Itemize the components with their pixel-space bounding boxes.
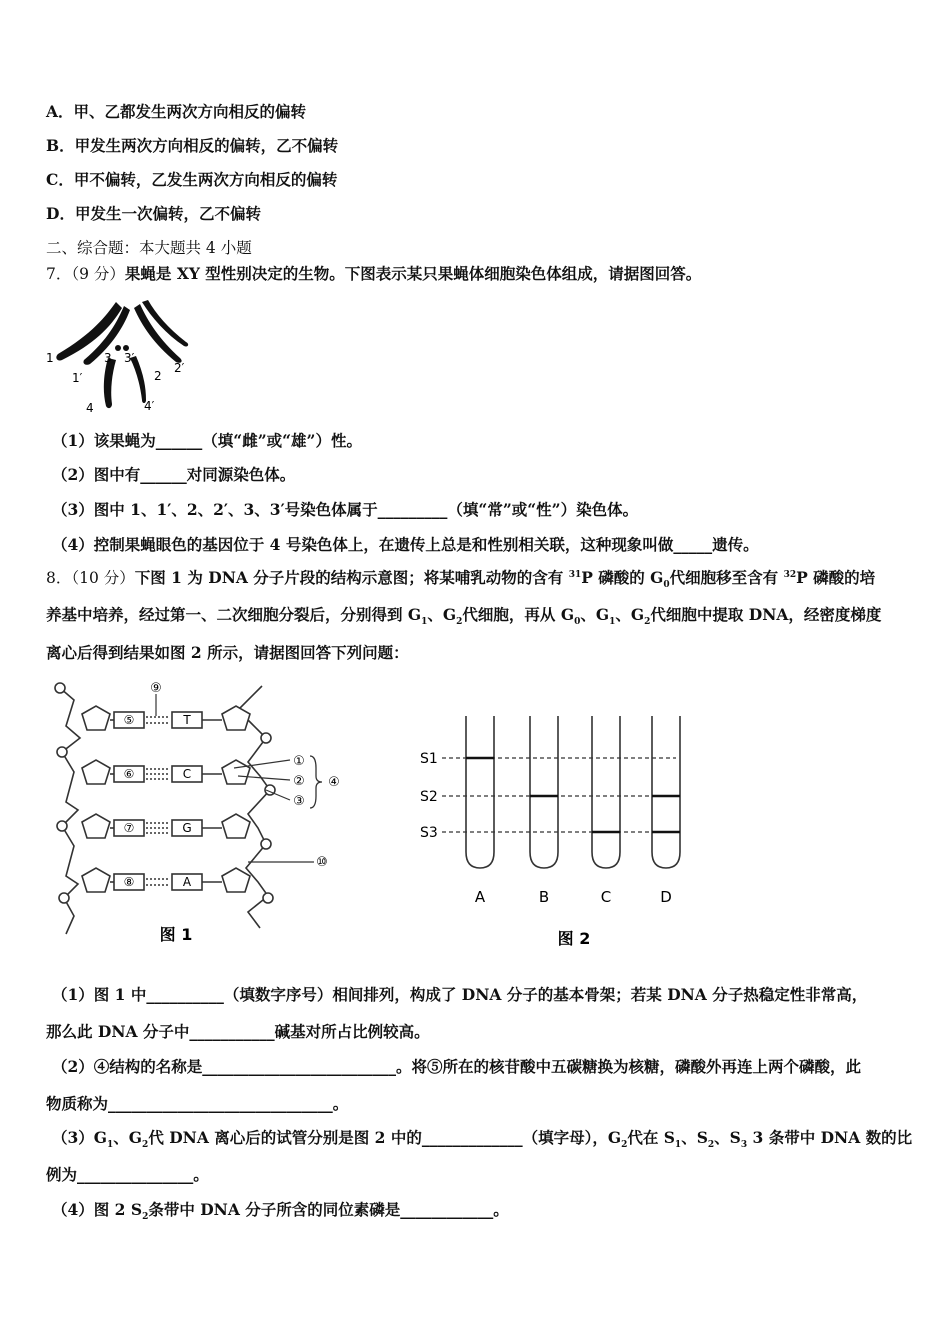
q8-sub3-b: 例为_______________。 <box>46 1165 209 1184</box>
q7-stem <box>46 264 701 284</box>
q8-l2s2: 2 <box>456 617 463 628</box>
label-1p: 1′ <box>72 371 83 385</box>
q8-sub0: 0 <box>663 580 670 591</box>
base-c: C <box>182 767 192 781</box>
q8-s4-a: （4）图 2 S <box>52 1200 143 1219</box>
q8-l2a: 养基中培养，经过第一、二次细胞分裂后，分别得到 G <box>46 605 422 624</box>
q8-s3-t7: 3 条带中 DNA 数的比 <box>747 1128 913 1147</box>
q8-l2b: 、G <box>427 605 457 624</box>
q8-sub4 <box>52 1200 509 1223</box>
section-title: 二、综合题：本大题共 4 小题 <box>46 239 252 257</box>
chromosome-figure <box>44 296 194 418</box>
q8-sup32: 32 <box>783 569 797 580</box>
fig2-caption: 图 2 <box>557 929 591 948</box>
chromosome-3 <box>115 345 121 351</box>
q8-l2s1: 1 <box>421 617 428 628</box>
tube-a: A <box>474 888 486 906</box>
q8-stem-line1 <box>46 568 876 591</box>
tube-b: B <box>538 888 550 906</box>
label-1: 1 <box>46 351 54 365</box>
q8-number: 8． <box>46 569 72 587</box>
q8-l2s0b: 0 <box>574 617 581 628</box>
q8-sub2-a: （2）④结构的名称是_________________________。将⑤所在的核苷酸中五碳糖换为核糖，磷酸外再连上两个磷酸，此 <box>52 1057 862 1076</box>
fig1-caption: 图 1 <box>159 925 193 944</box>
q8-s3-s2: 2 <box>142 1140 149 1151</box>
q8-stem-c: 代细胞移至含有 <box>669 568 784 587</box>
marker-1: ① <box>293 754 305 769</box>
marker-2: ② <box>293 774 305 789</box>
q7-score: （9 分） <box>71 265 125 283</box>
band-s3: S3 <box>420 825 438 841</box>
option-a: A．甲、乙都发生两次方向相反的偏转 <box>46 102 307 121</box>
q8-sub1-b: 那么此 DNA 分子中___________碱基对所占比例较高。 <box>46 1022 430 1041</box>
q8-l2s2b: 2 <box>644 617 651 628</box>
label-4p: 4′ <box>144 399 155 413</box>
q8-s3-t4: 代在 S <box>627 1128 675 1147</box>
q8-score: （10 分） <box>71 569 135 587</box>
q8-s3-t3: 代 DNA 离心后的试管分别是图 2 中的_____________（填字母），G <box>148 1128 622 1147</box>
q8-stem-line2 <box>46 605 882 628</box>
q8-s3-t2: 、G <box>113 1128 143 1147</box>
base-t: T <box>183 713 191 727</box>
q8-stem-line3: 离心后得到结果如图 2 所示，请据图回答下列问题： <box>46 643 409 662</box>
q7-sub4: （4）控制果蝇眼色的基因位于 4 号染色体上，在遗传上总是和性别相关联，这种现象叫做_____遗传。 <box>52 535 759 554</box>
option-d: D．甲发生一次偏转，乙不偏转 <box>46 204 261 223</box>
q8-l2s1b: 1 <box>609 617 616 628</box>
q8-sup31: 31 <box>568 569 582 580</box>
q8-sub3-a <box>52 1128 913 1151</box>
q8-l2c: 代细胞，再从 G <box>462 605 575 624</box>
band-s1: S1 <box>420 751 438 767</box>
q8-s3-s2b: 2 <box>621 1140 628 1151</box>
q8-stem-a: 下图 1 为 DNA 分子片段的结构示意图；将某哺乳动物的含有 <box>134 568 569 587</box>
marker-4: ④ <box>328 775 340 790</box>
q8-s4-s: 2 <box>142 1212 149 1223</box>
q8-stem-d: P 磷酸的培 <box>796 568 876 587</box>
base-6: ⑥ <box>123 767 135 781</box>
q8-sub2-b: 物质称为_____________________________。 <box>46 1094 349 1113</box>
q8-sub1-a: （1）图 1 中__________（填数字序号）相间排列，构成了 DNA 分子的基本骨架；若某 DNA 分子热稳定性非常高， <box>52 985 868 1004</box>
label-4: 4 <box>86 401 94 415</box>
q8-l2d: 、G <box>580 605 610 624</box>
dna-structure-figure <box>52 676 352 948</box>
q7-sub3: （3）图中 1、1′、2、2′、3、3′号染色体属于_________（填“常”或“性”）染色体。 <box>52 500 639 519</box>
marker-10: ⑩ <box>316 855 328 870</box>
q8-s3-b1: 1 <box>674 1140 682 1151</box>
q7-number: 7． <box>46 265 72 283</box>
q8-stem-b: P 磷酸的 G <box>581 568 664 587</box>
base-a: A <box>182 875 192 889</box>
tube-d: D <box>660 888 672 906</box>
label-2p: 2′ <box>174 361 185 375</box>
base-g: G <box>182 821 192 835</box>
q8-s3-t1: （3）G <box>52 1128 108 1147</box>
base-8: ⑧ <box>123 875 135 889</box>
base-5: ⑤ <box>123 713 135 727</box>
q8-l2e: 、G <box>615 605 645 624</box>
q8-l2f: 代细胞中提取 DNA，经密度梯度 <box>650 605 882 624</box>
label-2: 2 <box>154 369 162 383</box>
label-3: 3 <box>104 351 112 365</box>
q7-sub2: （2）图中有______对同源染色体。 <box>52 465 296 484</box>
option-c: C．甲不偏转，乙发生两次方向相反的偏转 <box>46 170 338 189</box>
q8-s3-s1: 1 <box>107 1140 114 1151</box>
marker-9: ⑨ <box>150 681 162 696</box>
q8-s3-b3: 3 <box>740 1140 748 1151</box>
q8-s3-t5: 、S <box>681 1128 708 1147</box>
centrifuge-figure <box>414 710 704 950</box>
label-3p: 3′ <box>124 351 135 365</box>
chromosome-4 <box>104 358 116 408</box>
q7-stem-text: 果蝇是 XY 型性别决定的生物。下图表示某只果蝇体细胞染色体组成，请据图回答。 <box>124 264 702 283</box>
base-7: ⑦ <box>123 821 135 835</box>
q7-sub1: （1）该果蝇为______（填“雌”或“雄”）性。 <box>52 431 362 450</box>
band-s2: S2 <box>420 789 438 805</box>
q8-s3-b2: 2 <box>707 1140 715 1151</box>
option-b: B．甲发生两次方向相反的偏转，乙不偏转 <box>46 136 339 155</box>
q8-s4-b: 条带中 DNA 分子所含的同位素磷是____________。 <box>148 1200 509 1219</box>
tube-c: C <box>600 888 612 906</box>
marker-3: ③ <box>293 794 305 809</box>
q8-s3-t6: 、S <box>714 1128 741 1147</box>
